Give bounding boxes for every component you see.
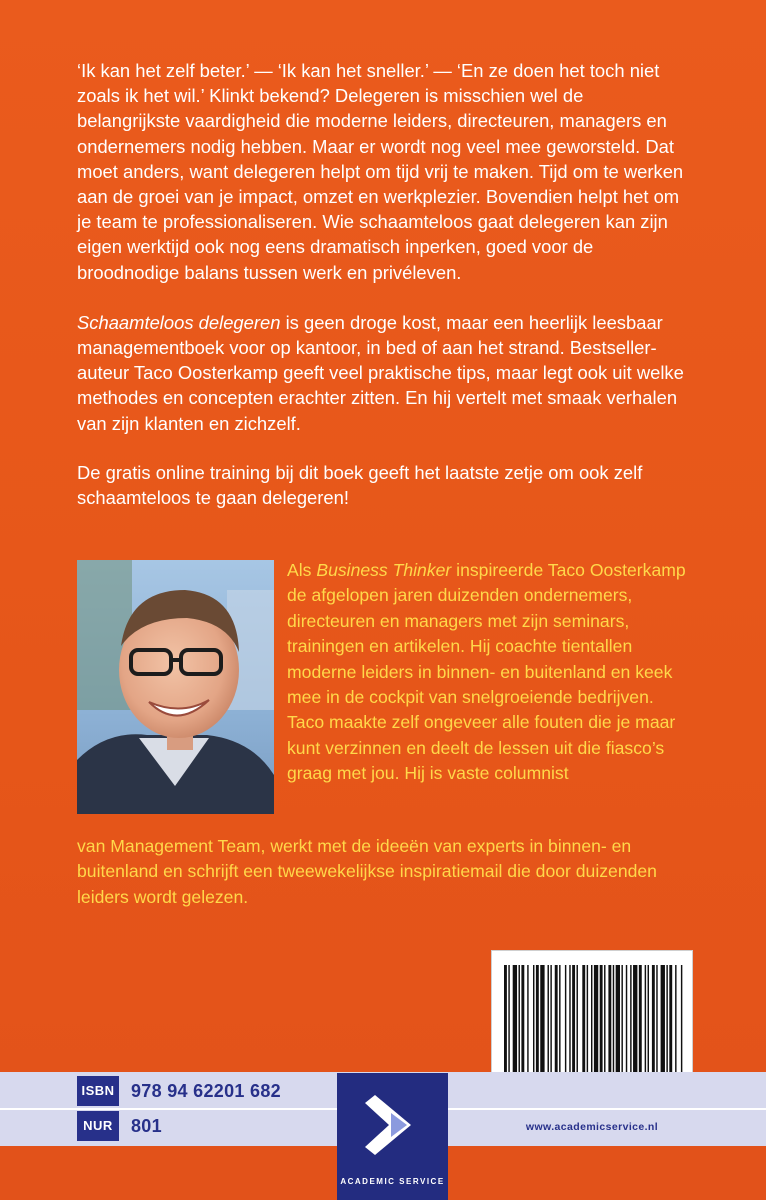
chevron-arrow-icon (337, 1073, 448, 1173)
publisher-logo (337, 1073, 448, 1200)
barcode-bar (633, 965, 637, 1073)
barcode-bar (536, 965, 539, 1073)
barcode-bar (572, 965, 575, 1073)
barcode-bar (513, 965, 517, 1073)
barcode-bar (600, 965, 603, 1073)
barcode-bar (504, 965, 507, 1073)
barcode-bar (519, 965, 520, 1073)
barcode-bar (521, 965, 524, 1073)
barcode-bar (591, 965, 592, 1073)
barcode-bar (666, 965, 667, 1073)
nur-label: NUR (77, 1111, 119, 1141)
barcode-bar (577, 965, 578, 1073)
nur-value: 801 (121, 1111, 328, 1141)
barcode-bar (608, 965, 611, 1073)
barcode-bar (604, 965, 605, 1073)
barcode-bar (621, 965, 622, 1073)
author-portrait-image (77, 560, 274, 814)
barcode-bar (540, 965, 544, 1073)
barcode-bar (645, 965, 646, 1073)
blurb-text (77, 58, 689, 534)
book-title-italic: Schaamteloos delegeren (77, 311, 281, 333)
blurb-paragraph-3: De gratis online training bij dit boek geeft het laatste zetje om ook zelf schaamteloos te gaan delegeren! (77, 461, 643, 509)
barcode-bar (548, 965, 549, 1073)
blurb-paragraph-2-rest: is geen droge kost, maar een heerlijk leesbaar managementboek voor op kantoor, in bed of aan het strand. Bestseller-auteur Taco Oosterkamp geeft veel praktische tips, maar legt ook uit welke methodes en concepten erachter zitten. En hij vertelt met smaak verhalen van zijn klanten en zichzelf. (77, 311, 684, 434)
barcode-bar (555, 965, 558, 1073)
author-role-italic: Business Thinker (316, 560, 452, 580)
barcode-bar (652, 965, 655, 1073)
barcode-bar (569, 965, 570, 1073)
barcode-bar (613, 965, 614, 1073)
publisher-name: ACADEMIC SERVICE (340, 1177, 445, 1186)
barcode-bar (626, 965, 627, 1073)
isbn-value: 978 94 62201 682 (121, 1076, 328, 1106)
barcode-bar (630, 965, 631, 1073)
barcode-bar (648, 965, 649, 1073)
barcode-bar (527, 965, 528, 1073)
author-bio-prefix: Als (287, 560, 317, 580)
author-bio (287, 558, 687, 787)
barcode-bar (587, 965, 588, 1073)
blurb-paragraph-1: ‘Ik kan het zelf beter.’ — ‘Ik kan het sneller.’ — ‘En ze doen het toch niet zoals ik het wil.’ Klinkt bekend? Delegeren is misschien wel de belangrijkste vaardigheid die moderne leiders, directeuren, managers en ondernemers nodig hebben. Maar er wordt nog veel mee geworsteld. Dat moet anders, want delegeren helpt om tijd vrij te maken. Tijd om te werken aan de groei van je impact, omzet en werkplezier. Bovendien helpt het om je team te professionaliseren. Wie schaamteloos gaat delegeren kan zijn eigen werktijd ook nog eens dramatisch inperken, goed voor de broodnodige balans tussen werk en privéleven. (77, 60, 684, 283)
author-bio-text: inspireerde Taco Oosterkamp de afgelopen jaren duizenden ondernemers, directeuren en managers met zijn seminars, trainingen en artikelen. Hij coachte tientallen moderne leiders in binnen- en buitenland en keek mee in de cockpit van snelgroeiende bedrijven. Taco maakte zelf ongeveer alle fouten die je maar kunt verzinnen en deelt de lessen uit die fiasco’s graag met jou. Hij is vaste columnist (287, 560, 686, 784)
barcode-bar (681, 965, 682, 1073)
barcode-bar (639, 965, 642, 1073)
barcode-bar (565, 965, 566, 1073)
barcode-bar (559, 965, 560, 1073)
barcode-bars (492, 951, 692, 1077)
barcode-bar (533, 965, 534, 1073)
barcode-bar (675, 965, 676, 1073)
barcode-bar (550, 965, 551, 1073)
barcode-bar (656, 965, 657, 1073)
barcode-bar (669, 965, 672, 1073)
barcode-bar (582, 965, 585, 1073)
website-url: www.academicservice.nl (492, 1112, 692, 1142)
barcode-bar (616, 965, 620, 1073)
blurb-paragraph-2 (77, 310, 689, 436)
author-photo (77, 560, 274, 814)
barcode-bar (594, 965, 598, 1073)
barcode-bar (508, 965, 509, 1073)
barcode-bar (661, 965, 665, 1073)
author-bio-continued: van Management Team, werkt met de ideeën van experts in binnen- en buitenland en schrijft een tweewekelijkse inspiratiemail die door duizenden leiders wordt gelezen. (77, 836, 657, 907)
isbn-label: ISBN (77, 1076, 119, 1106)
